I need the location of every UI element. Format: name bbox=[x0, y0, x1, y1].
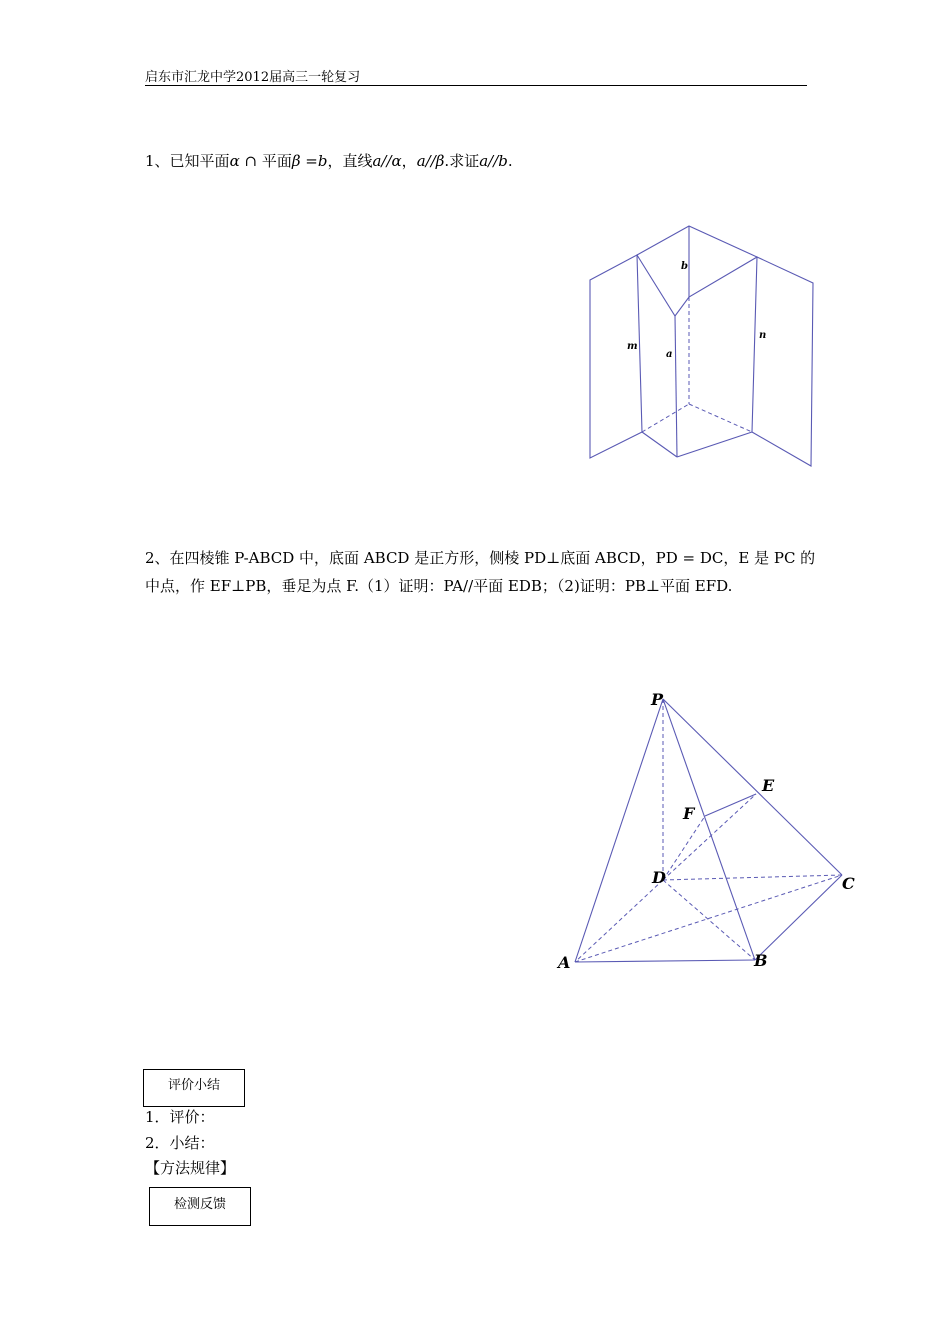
edge-DC bbox=[663, 875, 842, 880]
label-E: E bbox=[762, 776, 775, 795]
plane-top bbox=[637, 226, 757, 316]
question-2-line-1: 2、在四棱锥 P-ABCD 中，底面 ABCD 是正方形，侧棱 PD⊥底面 ABCD，PD = DC，E 是 PC 的 bbox=[145, 549, 816, 567]
label-m: m bbox=[627, 341, 638, 352]
edge-bottom-right bbox=[677, 432, 752, 457]
q1-a: a bbox=[479, 152, 489, 170]
edge-AB bbox=[575, 960, 755, 962]
label-D: D bbox=[652, 868, 666, 887]
q1-parallel: // bbox=[488, 152, 499, 170]
segment-DF bbox=[663, 816, 705, 880]
hidden-edge bbox=[642, 404, 689, 432]
question-2-line-2: 中点，作 EF⊥PB，垂足为点 F.（1）证明：PA//平面 EDB；（2)证明：PB⊥平面 EFD. bbox=[145, 577, 733, 595]
q1-a: a bbox=[372, 152, 382, 170]
edge-PB bbox=[663, 699, 755, 960]
figure-pyramid bbox=[556, 690, 855, 972]
diag-AC bbox=[575, 875, 842, 962]
q1-parallel: // bbox=[425, 152, 436, 170]
plane-m bbox=[590, 255, 642, 458]
q1-alpha: α bbox=[391, 152, 402, 170]
summary-item-evaluation: 1．评价： bbox=[145, 1108, 215, 1126]
q1-beta: β bbox=[291, 152, 301, 170]
q1-text: 平面 bbox=[261, 152, 292, 170]
segment-DE bbox=[663, 794, 756, 880]
q1-text: .求证 bbox=[444, 152, 480, 170]
q1-a: a bbox=[416, 152, 426, 170]
summary-item-method: 【方法规律】 bbox=[145, 1159, 236, 1177]
label-a: a bbox=[666, 349, 673, 360]
summary-item-conclusion: 2．小结： bbox=[145, 1134, 215, 1152]
plane-n bbox=[752, 257, 813, 466]
label-n: n bbox=[759, 330, 767, 341]
line-a bbox=[675, 316, 677, 457]
q1-cap: ∩ bbox=[239, 152, 262, 170]
q1-alpha: α bbox=[229, 152, 240, 170]
q1-eqb: =b bbox=[300, 152, 328, 170]
figure-planes bbox=[590, 226, 813, 466]
edge-PA bbox=[575, 699, 663, 962]
edge-bottom-left bbox=[642, 432, 677, 457]
q1-text: 已知平面 bbox=[169, 152, 230, 170]
q1-beta: β bbox=[435, 152, 445, 170]
summary-box-label: 评价小结 bbox=[167, 1078, 220, 1093]
q1-text: ， bbox=[401, 152, 417, 170]
q1-b: b bbox=[498, 152, 508, 170]
q1-text: ，直线 bbox=[327, 152, 373, 170]
label-P: P bbox=[651, 690, 664, 709]
q1-number: 1、 bbox=[145, 152, 170, 170]
label-A: A bbox=[558, 953, 571, 972]
summary-box bbox=[143, 1069, 245, 1107]
edge-BC bbox=[755, 875, 842, 960]
label-C: C bbox=[842, 874, 855, 893]
q1-parallel: // bbox=[381, 152, 392, 170]
page-header: 启东市汇龙中学2012届高三一轮复习 bbox=[145, 70, 361, 85]
label-b: b bbox=[681, 261, 688, 272]
label-F: F bbox=[683, 804, 695, 823]
label-B: B bbox=[754, 951, 768, 970]
q1-end: . bbox=[507, 152, 513, 170]
segment-EF bbox=[705, 794, 756, 816]
feedback-box bbox=[149, 1187, 251, 1226]
hidden-edge bbox=[689, 404, 752, 432]
edge-PC bbox=[663, 699, 842, 875]
feedback-box-label: 检测反馈 bbox=[173, 1197, 226, 1212]
